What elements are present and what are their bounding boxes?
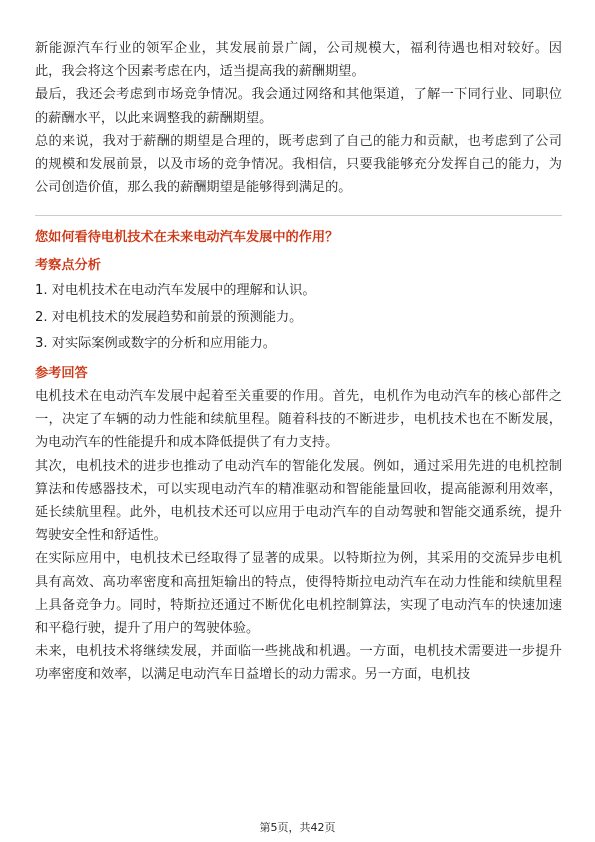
- intro-paragraph: 总的来说，我对于薪酬的期望是合理的，既考虑到了自己的能力和贡献，也考虑到了公司的规模和发展前景，以及市场的竞争情况。我相信，只要我能够充分发挥自己的能力，为公司创造价值，那么我的薪酬期望是能够得到满足的。: [35, 133, 562, 196]
- question-heading: 您如何看待电机技术在未来电动汽车发展中的作用？: [35, 230, 339, 246]
- list-item: 3. 对实际案例或数字的分析和应用能力。: [35, 336, 276, 352]
- page-footer: 第5页，共42页: [259, 821, 336, 834]
- intro-paragraph: 新能源汽车行业的领军企业，其发展前景广阔，公司规模大，福利待遇也相对较好。因此，我会将这个因素考虑在内，适当提高我的薪酬期望。: [35, 41, 562, 80]
- answer-heading: 参考回答: [35, 365, 88, 381]
- intro-section: [35, 37, 562, 199]
- answer-paragraph: 未来，电机技术将继续发展，并面临一些挑战和机遇。一方面，电机技术需要进一步提升功率密度和效率，以满足电动汽车日益增长的动力需求。另一方面，电机技: [35, 644, 562, 683]
- answer-section: [35, 385, 562, 687]
- answer-paragraph: 电机技术在电动汽车发展中起着至关重要的作用。首先，电机作为电动汽车的核心部件之一，决定了车辆的动力性能和续航里程。随着科技的不断进步，电机技术也在不断发展，为电动汽车的性能提升和成本降低提供了有力支持。: [35, 388, 562, 451]
- analysis-heading: 考察点分析: [35, 258, 101, 274]
- section-divider: [35, 215, 562, 216]
- analysis-list: [35, 279, 562, 356]
- intro-paragraph: 最后，我还会考虑到市场竞争情况。我会通过网络和其他渠道，了解一下同行业、同职位的薪酬水平，以此来调整我的薪酬期望。: [35, 87, 562, 126]
- answer-paragraph: 其次，电机技术的进步也推动了电动汽车的智能化发展。例如，通过采用先进的电机控制算法和传感器技术，可以实现电动汽车的精准驱动和智能能量回收，提高能源利用效率，延长续航里程。此外，电机技术还可以应用于电动汽车的自动驾驶和智能交通系统，提升驾驶安全性和舒适性。: [35, 458, 562, 544]
- document-page: [35, 0, 562, 687]
- list-item: 1. 对电机技术在电动汽车发展中的理解和认识。: [35, 283, 316, 299]
- answer-paragraph: 在实际应用中，电机技术已经取得了显著的成果。以特斯拉为例，其采用的交流异步电机具有高效、高功率密度和高扭矩输出的特点，使得特斯拉电动汽车在动力性能和续航里程上具备竞争力。同时，特斯拉还通过不断优化电机控制算法，实现了电动汽车的快速加速和平稳行驶，提升了用户的驾驶体验。: [35, 551, 562, 636]
- list-item: 2. 对电机技术的发展趋势和前景的预测能力。: [35, 309, 303, 325]
